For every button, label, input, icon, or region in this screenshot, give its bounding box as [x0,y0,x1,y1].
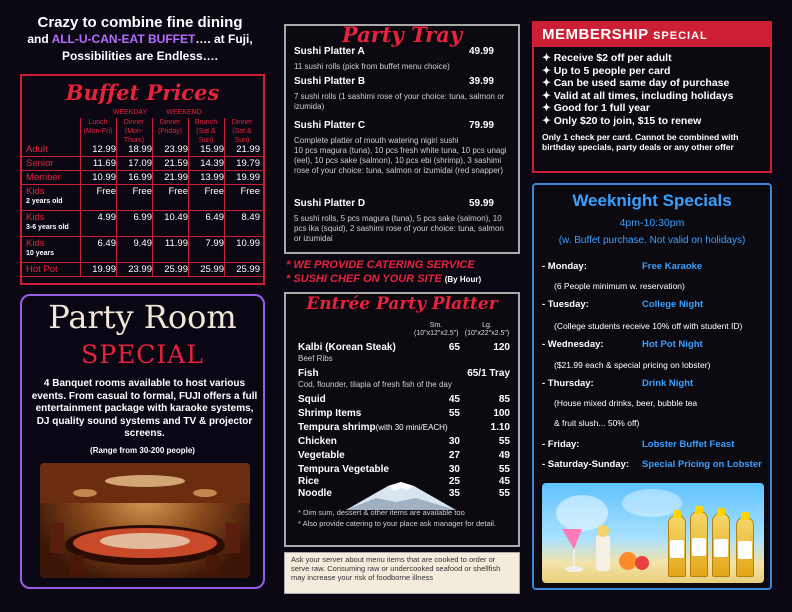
entree-small-price: 45 [448,394,460,405]
entree-item [298,422,508,433]
tray-item-price: 59.99 [468,198,494,209]
buffet-price-cell: 21.99 [236,144,260,155]
party-room-panel [20,294,265,589]
intro-line-1: Crazy to combine fine dining [37,14,243,31]
buffet-price-cell: 25.99 [164,264,188,275]
weeknight-specials-panel [532,183,772,590]
entree-platter-panel [284,292,520,547]
entree-item-name: Squid [298,394,326,405]
entree-item-name: Fish [298,368,319,379]
sparkle-icon: ✦ [542,102,554,114]
buffet-col-name: Dinner [123,119,145,126]
weeknight-hours: 4pm-10:30pm [619,217,685,229]
buffet-col-sub: (Mon-Thurs) [123,128,145,144]
entree-item-name: Chicken [298,436,337,447]
weeknight-day-detail: (House mixed drinks, beer, bubble tea [554,398,698,408]
sparkle-icon: ✦ [542,77,554,89]
buffet-price-cell: 11.69 [92,158,116,169]
buffet-row-sublabel: 10 years [26,250,55,257]
entree-item-name: Tempura shrimp [298,422,376,433]
tray-item-price: 39.99 [468,76,494,87]
buffet-row [24,238,262,257]
buffet-price-cell: 19.99 [92,264,116,275]
party-tray-title: Party Tray [341,22,463,47]
buffet-col-header [152,118,188,136]
buffet-row-label: Kids [26,212,45,223]
entree-item [298,368,508,379]
weeknight-day-detail: ($21.99 each & special pricing on lobster) [554,360,711,370]
buffet-row-label: Adult [26,144,48,155]
buffet-price-cell: 23.99 [128,264,152,275]
tray-item-name: Sushi Platter C [294,120,366,131]
tray-item [294,120,510,131]
weekday-label: WEEKDAY [112,109,148,116]
buffet-price-cell: 10.99 [236,238,260,249]
mountain-illustration [346,480,456,510]
entree-item-name: Noodle [298,488,332,499]
buffet-col-name: Dinner [159,119,181,126]
membership-benefit-text: Good for 1 full year [553,102,650,114]
buffet-col-sub: (Friday) [157,128,183,135]
entree-item-name: Vegetable [298,450,345,461]
intro-line-2 [14,31,266,48]
buffet-col-header [188,118,224,145]
entree-large-price: 1.10 [490,422,510,433]
tray-item-name: Sushi Platter A [294,46,365,57]
tray-item [294,198,510,209]
weeknight-day-detail: (6 People minimum w. reservation) [554,281,685,291]
intro-line-2-post: …. at Fuji, [195,32,253,46]
buffet-col-sub: (Sat & Sun) [232,128,252,144]
sparkle-icon: ✦ [542,114,554,127]
entree-small-price: 30 [448,464,460,475]
membership-benefit [542,102,770,115]
sparkle-icon: ✦ [542,52,554,64]
buffet-price-cell: 19.99 [236,172,260,183]
buffet-price-cell: 23.99 [164,144,188,155]
weeknight-special: College Night [642,299,704,310]
buffet-price-cell: 18.99 [128,144,152,155]
buffet-row-divider [22,276,263,277]
entree-note-2: * Also provide catering to your place ask manager for detail. [298,519,497,528]
buffet-row-divider [22,156,263,157]
buffet-price-cell: 19.79 [236,158,260,169]
party-tray-panel [284,24,520,254]
raw-food-disclaimer: Ask your server about menu items that are cooked to order or serve raw. Consuming raw or undercooked seafood or shellfish may increase your risk of foodborne illness [284,552,520,594]
tray-item-desc: 5 sushi rolls, 5 pcs magura (tuna), 5 pcs sake (salmon), 10 pcs ika (squid), 2 sashimi rose of your choice: tuna, salmon or izumidai [294,214,504,243]
beer-bottle-4 [736,517,754,577]
weeknight-day-detail: (College students receive 10% off with student ID) [554,321,743,331]
weeknight-special: Special Pricing on Lobster [642,459,762,470]
membership-benefit [542,77,770,90]
large-size-dims: (10"x22"x2.5") [464,330,510,337]
membership-benefit-text: Only $20 to join, $15 to renew [553,114,702,127]
small-size-header [414,322,458,338]
entree-large-price: 49 [498,450,510,461]
large-size-label: Lg. [482,322,492,329]
entree-large-price: 120 [493,342,510,353]
large-size-header [462,322,512,338]
weeknight-day: - Thursday: [542,378,594,389]
entree-item-name: Tempura Vegetable [298,464,389,475]
entree-item [298,394,508,405]
intro-line-2-pre: and [27,32,52,46]
tray-item-desc: 7 sushi rolls (1 sashimi rose of your choice: tuna, salmon or izumida) [294,92,505,111]
buffet-price-cell: Free [240,186,260,197]
entree-title: Entrée Party Platter [306,294,498,314]
membership-benefit-text: Valid at all times, including holidays [553,89,734,102]
membership-benefit-text: Up to 5 people per card [553,64,671,77]
buffet-row-divider [22,236,263,237]
buffet-col-divider [116,118,117,276]
buffet-col-divider [224,118,225,276]
party-room-title: Party Room [48,298,237,336]
weeknight-day: - Wednesday: [542,339,604,350]
sparkle-icon: ✦ [542,64,554,77]
entree-item-name: Rice [298,476,320,487]
weeknight-special: Hot Pot Night [642,339,703,350]
buffet-col-sub: (Mon-Fri) [83,128,113,135]
buffet-price-cell: 25.99 [200,264,224,275]
membership-benefit-text: Receive $2 off per adult [553,52,672,64]
entree-small-price: 25 [448,476,460,487]
buffet-price-cell: 10.99 [92,172,116,183]
membership-benefit-text: Can be used same day of purchase [553,77,730,89]
membership-fine-print: Only 1 check per card. Cannot be combined with birthday specials, party deals or any other offer [542,132,739,152]
tray-item [294,46,510,57]
entree-item-name: Kalbi (Korean Steak) [298,342,396,353]
buffet-price-cell: 4.99 [97,212,116,223]
banquet-room-photo [40,463,250,578]
weeknight-day-row [542,299,766,310]
catering-line-2-text: * SUSHI CHEF ON YOUR SITE [286,273,442,285]
tray-item-price: 49.99 [468,46,494,57]
tray-item-desc: Complete platter of mouth watering nigiri sushi 10 pcs magura (tuna), 10 pcs fresh white tuna, 10 pcs unagi (eel), 10 pcs sake (salmon), 10 pcs ebi (shrimp), 3 sashimi rose of your choice: tuna, salmon or izumidai (red snapper) [294,136,507,175]
weeknight-day-row [542,339,766,350]
buffet-prices-panel [20,74,265,285]
catering-line-2 [286,272,522,287]
entree-small-price: 30 [448,436,460,447]
buffet-row-divider [22,170,263,171]
buffet-price-cell: 12.99 [92,144,116,155]
buffet-price-cell: 15.99 [200,144,224,155]
tray-item-name: Sushi Platter D [294,198,366,209]
entree-item-note: (with 30 mini/EACH) [375,423,448,432]
entree-item [298,436,508,447]
buffet-price-cell: 21.59 [164,158,188,169]
entree-item [298,464,508,475]
entree-small-price: 55 [448,408,460,419]
entree-item-name: Shrimp Items [298,408,362,419]
tray-item [294,76,510,87]
buffet-row-divider [22,184,263,185]
buffet-price-cell: 16.99 [128,172,152,183]
drinks-photo [542,483,764,583]
entree-large-price: 45 [498,476,510,487]
membership-benefits-list [542,52,770,127]
buffet-row-sublabel: 3-6 years old [26,224,69,231]
entree-small-price: 35 [448,488,460,499]
weeknight-day-detail: & fruit slush... 50% off) [554,418,640,428]
buffet-price-cell: 14.39 [200,158,224,169]
party-room-special: SPECIAL [81,340,204,369]
buffet-title: Buffet Prices [65,80,220,105]
buffet-row-label: Kids [26,186,45,197]
weeknight-day: - Friday: [542,439,580,450]
membership-special: SPECIAL [653,30,708,42]
buffet-price-cell: Free [204,186,224,197]
buffet-col-name: Brunch [194,119,218,126]
buffet-col-sub: (Sat & Sun) [196,128,216,144]
beer-bottle-1 [668,515,686,577]
weeknight-special: Drink Night [642,378,694,389]
membership-benefit [542,52,770,65]
weeknight-note: (w. Buffet purchase. Not valid on holidays) [558,235,746,246]
intro-highlight: ALL-U-CAN-EAT BUFFET [51,32,196,46]
buffet-price-cell: 17.09 [128,158,152,169]
buffet-price-cell: 6.49 [97,238,116,249]
entree-large-price: 65/1 Tray [467,368,510,379]
membership-benefit [542,115,770,128]
weeknight-day: - Saturday-Sunday: [542,459,630,470]
beer-bottle-3 [712,513,730,577]
entree-small-price: 27 [448,450,460,461]
buffet-col-name: Dinner [231,119,253,126]
tray-item-desc: 11 sushi rolls (pick from buffet menu choice) [294,62,450,71]
sparkle-icon: ✦ [542,89,554,102]
buffet-col-name: Lunch [88,119,108,126]
small-size-label: Sm. [429,322,443,329]
weeknight-day: - Tuesday: [542,299,589,310]
buffet-price-cell: 13.99 [200,172,224,183]
entree-large-price: 85 [498,394,510,405]
buffet-price-cell: Free [96,186,116,197]
entree-item [298,408,508,419]
weeknight-day-row [542,459,766,470]
buffet-price-cell: 6.49 [205,212,224,223]
buffet-price-cell: 25.99 [236,264,260,275]
buffet-col-header [80,118,116,136]
party-room-range: (Range from 30-200 people) [90,446,195,455]
buffet-row-divider [22,210,263,211]
buffet-row [24,212,262,231]
party-room-description: 4 Banquet rooms available to host various events. From casual to formal, FUJI offers a full entertainment package with karaoke systems, DJ quality sound systems and TV & projector screens. [31,378,258,439]
entree-item-desc: Cod, flounder, tilapia of fresh fish of the day [298,380,452,389]
buffet-row [24,186,262,205]
buffet-price-cell: 10.49 [164,212,188,223]
weeknight-special: Free Karaoke [642,261,703,272]
buffet-price-cell: 11.99 [164,238,188,249]
weeknight-day-row [542,261,766,272]
membership-benefit [542,90,770,103]
entree-small-price: 65 [448,342,460,353]
entree-item [298,342,508,353]
catering-notice [286,258,522,287]
intro-line-3: Possibilities are Endless…. [61,49,219,63]
buffet-price-cell: Free [168,186,188,197]
buffet-price-cell: 7.99 [205,238,224,249]
weeknight-special: Lobster Buffet Feast [642,439,735,450]
entree-large-price: 55 [498,436,510,447]
tray-item-price: 79.99 [468,120,494,131]
buffet-price-cell: 6.99 [133,212,152,223]
buffet-col-divider [80,118,81,276]
entree-item-desc: Beef Ribs [298,354,333,363]
weeknight-day: - Monday: [542,261,587,272]
buffet-price-cell: Free [132,186,152,197]
catering-line-1: * WE PROVIDE CATERING SERVICE [286,259,475,271]
intro-text [14,14,266,65]
buffet-row-label: Hot Pot [26,264,58,275]
entree-large-price: 100 [493,408,510,419]
weeknight-title: Weeknight Specials [572,191,732,210]
buffet-price-cell: 9.49 [133,238,152,249]
entree-large-price: 55 [498,464,510,475]
catering-by-hour: (By Hour) [444,275,482,284]
entree-item [298,450,508,461]
membership-benefit [542,65,770,78]
buffet-row-label: Kids [26,238,45,249]
buffet-col-divider [188,118,189,276]
membership-panel [532,21,772,173]
buffet-col-header [224,118,260,145]
buffet-price-cell: 8.49 [241,212,260,223]
weeknight-day-row [542,439,766,450]
buffet-price-cell: 21.99 [164,172,188,183]
entree-note-1: * Dim sum, dessert & other items are available too [298,508,465,517]
buffet-col-divider [152,118,153,276]
beer-bottle-2 [690,511,708,577]
weeknight-day-row [542,378,766,389]
buffet-row-label: Member [26,172,61,183]
buffet-row-sublabel: 2 years old [26,198,63,205]
buffet-row-divider [22,262,263,263]
weekend-label: WEEKEND [166,109,202,116]
entree-large-price: 55 [498,488,510,499]
small-size-dims: (10"x12"x2.5") [414,330,459,337]
membership-title: MEMBERSHIP [542,26,649,43]
buffet-col-header [116,118,152,145]
buffet-row-label: Senior [26,158,54,169]
membership-header [534,23,770,47]
tray-item-name: Sushi Platter B [294,76,366,87]
